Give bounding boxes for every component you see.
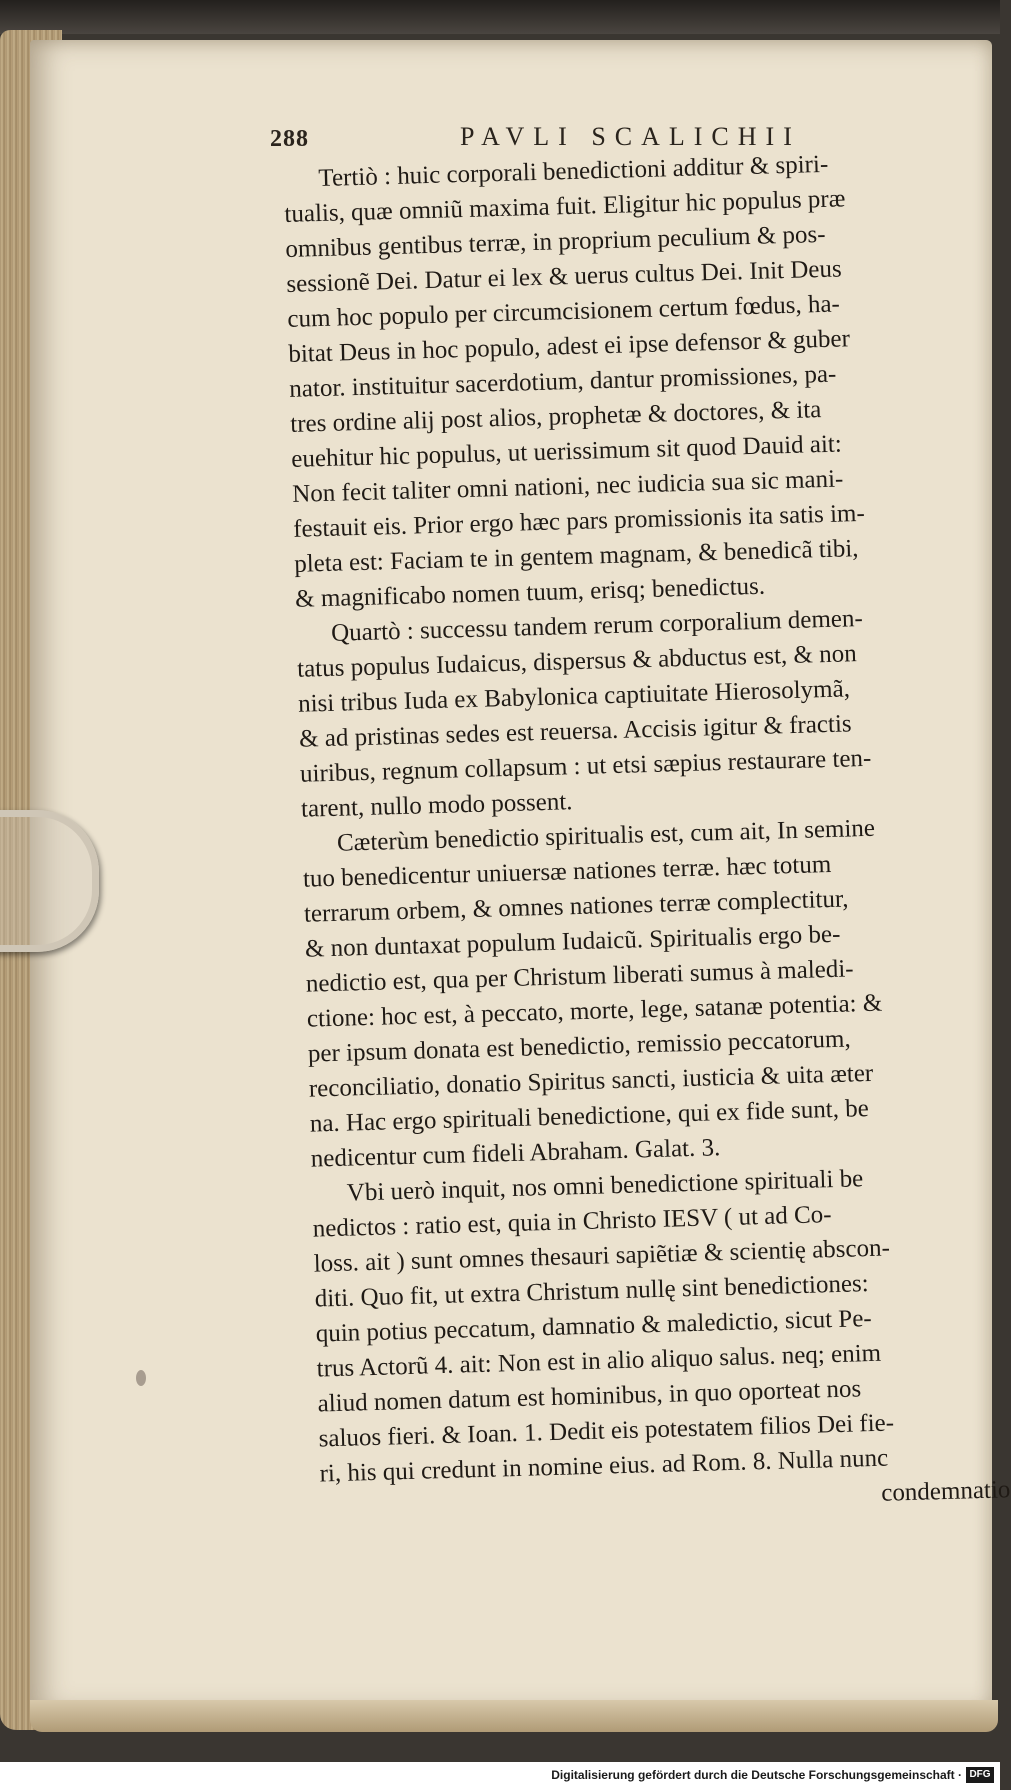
text-line: tres ordine alij post alios, prophetæ & doctores, & ita bbox=[289, 396, 822, 438]
text-line: tuo benedicentur uniuersæ nationes terræ. hæc totum bbox=[302, 850, 832, 893]
text-line: loss. ait ) sunt omnes thesauri sapiẽtiæ & scientię abscon- bbox=[313, 1234, 891, 1278]
page-number: 288 bbox=[270, 126, 309, 152]
text-line: & ad pristinas sedes est reuersa. Accisis igitur & fractis bbox=[298, 710, 852, 753]
text-line: tatus populus Iudaicus, dispersus & abductus est, & non bbox=[296, 640, 858, 683]
text-line: ri, his qui credunt in nomine eius. ad Rom. 8. Nulla nunc bbox=[319, 1444, 889, 1488]
text-line: bitat Deus in hoc populo, adest ei ipse defensor & guber bbox=[287, 325, 851, 368]
digitization-footer bbox=[0, 1762, 1000, 1790]
body-text bbox=[283, 143, 1011, 1507]
dfg-logo: DFG bbox=[966, 1767, 994, 1783]
text-line: pleta est: Faciam te in gentem magnam, & benedicã tibi, bbox=[293, 535, 859, 578]
text-line: nator. instituitur sacerdotium, dantur promissiones, pa- bbox=[288, 360, 837, 403]
scan-background bbox=[0, 0, 1000, 34]
text-line: & non duntaxat populum Iudaicũ. Spiritualis ergo be- bbox=[304, 920, 841, 963]
footer-credit: Digitalisierung gefördert durch die Deutsche Forschungsgemeinschaft · bbox=[551, 1768, 962, 1782]
text-line: diti. Quo fit, ut extra Christum nullę sint benedictiones: bbox=[314, 1270, 870, 1313]
text-line: euehitur hic populus, ut uerissimum sit quod Dauid ait: bbox=[290, 430, 843, 473]
text-line: & magnificabo nomen tuum, erisq; benedictus. bbox=[294, 572, 766, 613]
text-line: Tertiò : huic corporali benedictioni additur & spiri- bbox=[318, 150, 829, 193]
text-line: quin potius peccatum, damnatio & maledictio, sicut Pe- bbox=[315, 1305, 873, 1348]
text-line: nisi tribus Iuda ex Babylonica captiuitate Hierosolymã, bbox=[297, 675, 851, 718]
text-line: Vbi uerò inquit, nos omni benedictione spirituali be bbox=[346, 1165, 864, 1207]
ink-spot bbox=[136, 1370, 146, 1386]
text-line: tualis, quæ omniũ maxima fuit. Eligitur hic populus præ bbox=[284, 185, 846, 228]
page-bottom-edge bbox=[30, 1700, 998, 1732]
text-line: terrarum orbem, & omnes nationes terræ complectitur, bbox=[303, 885, 849, 928]
catchword: condemnatio bbox=[880, 1476, 1011, 1507]
text-line: nedicentur cum fideli Abraham. Galat. 3. bbox=[310, 1134, 721, 1173]
text-line: cum hoc populo per circumcisionem certum fœdus, ha- bbox=[287, 290, 841, 333]
running-title: PAVLI SCALICHII bbox=[460, 122, 801, 151]
text-line: nedictio est, qua per Christum liberati sumus à maledi- bbox=[305, 955, 854, 998]
text-line: saluos fieri. & Ioan. 1. Dedit eis potestatem filios Dei fie- bbox=[318, 1409, 895, 1453]
text-line: sessionẽ Dei. Datur ei lex & uerus cultus Dei. Init Deus bbox=[286, 255, 843, 298]
text-line: nedictos : ratio est, quia in Christo IESV ( ut ad Co- bbox=[312, 1201, 832, 1243]
text-line: trus Actorũ 4. ait: Non est in alio aliquo salus. neq; enim bbox=[316, 1339, 882, 1383]
text-line: uiribus, regnum collapsum : ut etsi sæpius restaurare ten- bbox=[299, 744, 872, 788]
text-line: Cæterùm benedictio spiritualis est, cum ait, In semine bbox=[336, 814, 876, 857]
text-line: Quartò : successu tandem rerum corporalium demen- bbox=[330, 604, 864, 647]
text-line: tarent, nullo modo possent. bbox=[300, 788, 573, 823]
text-line: ctione: hoc est, à peccato, morte, lege, satanæ potentia: & bbox=[306, 989, 883, 1033]
text-line: aliud nomen datum est hominibus, in quo oporteat nos bbox=[317, 1375, 862, 1418]
text-line: na. Hac ergo spirituali benedictione, qui ex fide sunt, be bbox=[309, 1095, 870, 1138]
text-line: per ipsum donata est benedictio, remissio peccatorum, bbox=[307, 1025, 851, 1068]
text-line: omnibus gentibus terræ, in proprium peculium & pos- bbox=[285, 220, 826, 263]
text-line: festauit eis. Prior ergo hæc pars promissionis ita satis im- bbox=[292, 499, 866, 543]
text-line: reconciliatio, donatio Spiritus sancti, iusticia & uita æter bbox=[308, 1059, 874, 1103]
text-line: Non fecit taliter omni nationi, nec iudicia sua sic mani- bbox=[291, 465, 844, 508]
